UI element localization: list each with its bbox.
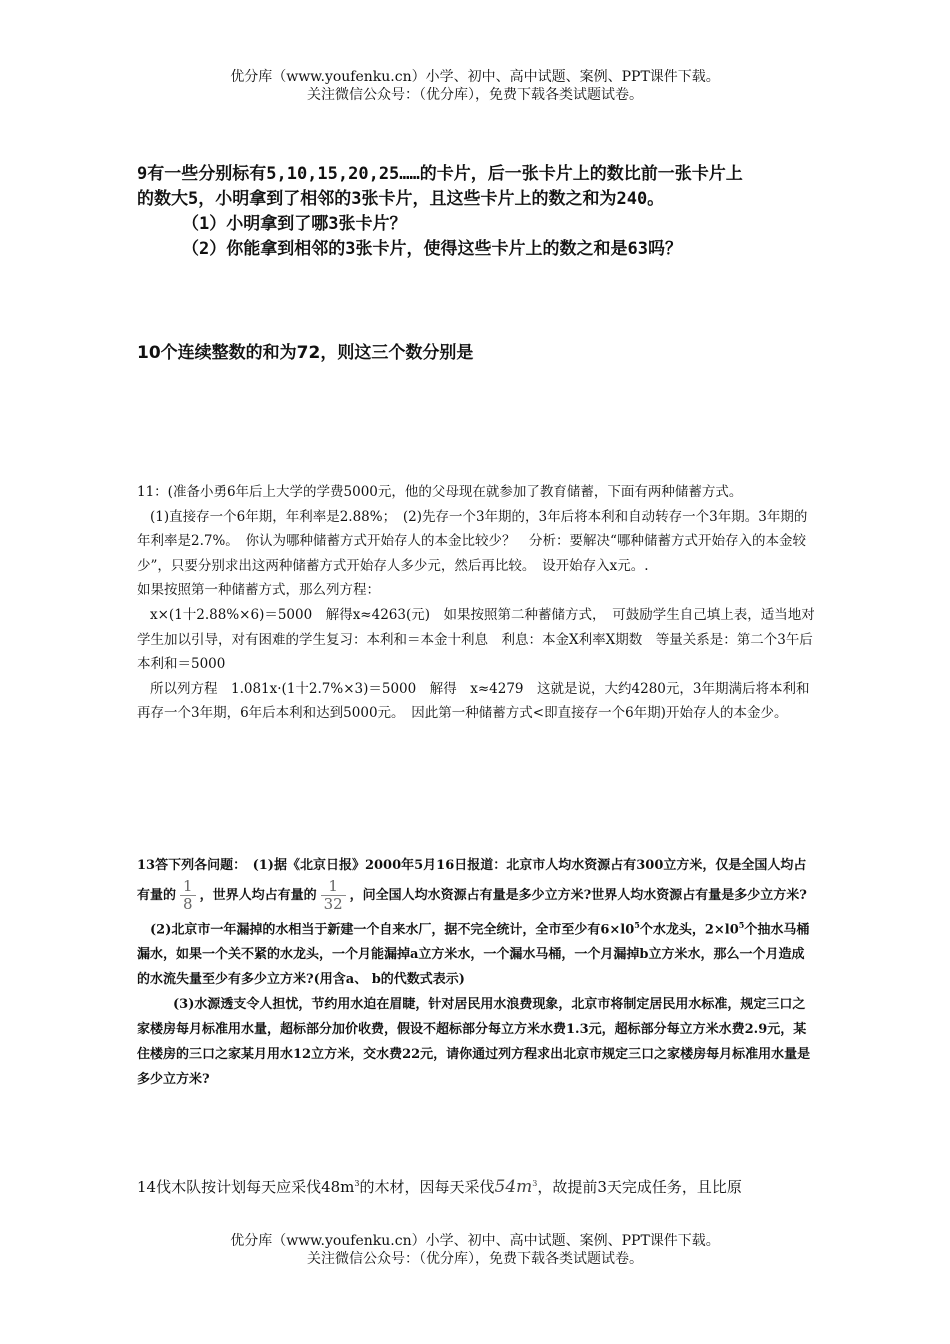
q13-p1-text-c: ，问全国人均水资源占有量是多少立方米?世界人均水资源占有量是多少立方米? — [349, 888, 807, 903]
q13-p1-text-b: ，世界人均占有量的 — [199, 888, 317, 903]
fraction-one-thirty-second — [321, 878, 346, 913]
q11-paragraph-4: x×(1十2.88%×6)＝5000 解得x≈4263(元) 如果按照第二种蓄储方式， 可鼓励学生自己填上表，适当地对学生加以引导，对有困难的学生复习：本利和＝本金十利息 利息：本金X利率X期数 等量关系是：第二个3午后本利和＝5000 — [137, 606, 815, 673]
fraction-numerator: 1 — [180, 878, 196, 896]
q13-paragraph-3: (3)水源透支令人担忧，节约用水迫在眉睫，针对居民用水浪费现象，北京市将制定居民用水标准，规定三口之家楼房每月标准用水量，超标部分加价收费，假设不超标部分每立方米水费1.3元，超标部分每立方米水费2.9元，某住楼房的三口之家某月用水12立方米，交水费22元，请你通过列方程求出北京市规定三口之家楼房每月标准用水量是多少立方米? — [137, 997, 811, 1088]
q14-text-c: ，故提前3天完成任务，且比原 — [537, 1178, 742, 1196]
page-header — [0, 68, 950, 104]
question-9 — [137, 162, 817, 262]
question-11 — [137, 480, 817, 726]
q9-line-2: 的数大5，小明拿到了相邻的3张卡片，且这些卡片上的数之和为240。 — [137, 189, 665, 209]
footer-line-2: 关注微信公众号：（优分库），免费下载各类试题试卷。 — [307, 1251, 643, 1267]
exponent: 5 — [634, 920, 640, 930]
header-line-2: 关注微信公众号：（优分库），免费下载各类试题试卷。 — [307, 87, 643, 103]
q11-paragraph-2: (1)直接存一个6年期，年利率是2.88%； (2)先存一个3年期的，3年后将本利和自动转存一个3年期。3年期的年利率是2.7%。 你认为哪种储蓄方式开始存人的本金比较少？ 分析：要解决“哪种储蓄方式开始存入的本金较少”，只要分别求出这两种储蓄方式开始存人多少元，然后再比较。 设开始存入x元。. — [137, 508, 808, 574]
exponent: 3 — [354, 1179, 360, 1188]
q9-line-1: 9有一些分别标有5,10,15,20,25……的卡片，后一张卡片上的数比前一张卡片上 — [137, 164, 743, 184]
q14-text-a: 14伐木队按计划每天应采伐48m — [137, 1178, 355, 1196]
exponent: 5 — [738, 920, 745, 930]
q13-p2-text-c: 个抽水马桶漏水，如果一个关不紧的水龙头，一个月能漏掉a立方米水，一个漏水马桶，一个月漏掉b立方米水，那么一个月造成的水流失量至少有多少立方米?(用含a、 b的代数式表示) — [137, 922, 810, 988]
q13-p2-text-b: 个水龙头，2×l0 — [639, 922, 739, 938]
q11-paragraph-1: 11：(准备小勇6年后上大学的学费5000元，他的父母现在就参加了教育储蓄，下面有两种储蓄方式。 — [137, 484, 743, 500]
q9-sub-2: （2）你能拿到相邻的3张卡片，使得这些卡片上的数之和是63吗？ — [182, 239, 682, 259]
q14-expression: 54m — [494, 1177, 533, 1197]
header-line-1: 优分库（www.youfenku.cn）小学、初中、高中试题、案例、PPT课件下载。 — [230, 69, 720, 85]
q14-text-b: 的木材，因每天采伐 — [359, 1178, 495, 1196]
fraction-numerator: 1 — [321, 878, 346, 896]
fraction-one-eighth — [180, 878, 196, 913]
exponent: 3 — [532, 1179, 538, 1188]
page-footer — [0, 1232, 950, 1268]
fraction-denominator: 8 — [183, 895, 193, 913]
q11-paragraph-3: 如果按照第一种储蓄方式，那么列方程： — [137, 582, 380, 599]
q13-paragraph-2 — [137, 913, 817, 992]
question-10: 10个连续整数的和为72，则这三个数分别是 — [137, 343, 474, 363]
q13-paragraph-1 — [137, 853, 817, 913]
question-13 — [137, 853, 817, 1092]
fraction-denominator: 32 — [323, 895, 343, 913]
footer-line-1: 优分库（www.youfenku.cn）小学、初中、高中试题、案例、PPT课件下载。 — [230, 1233, 720, 1249]
q13-p2-text-a: (2)北京市一年漏掉的水相当于新建一个自来水厂，据不完全统计，全市至少有6×l0 — [150, 922, 635, 938]
question-14 — [137, 1176, 817, 1197]
q11-paragraph-5: 所以列方程 1.081x·(1十2.7%×3)＝5000 解得 x≈4279 这就是说，大约4280元，3年期满后将本利和再存一个3年期，6年后本利和达到5000元。 因此第一种储蓄方式<即直接存一个6年期)开始存人的本金少。 — [137, 680, 810, 722]
q9-sub-1: （1）小明拿到了哪3张卡片？ — [182, 214, 407, 234]
q13-p1-text-a: 13答下列各问题： (1)据《北京日报》2000年5月16日报道：北京市人均水资源占有300立方米，仅是全国人均占有量的 — [137, 858, 807, 903]
